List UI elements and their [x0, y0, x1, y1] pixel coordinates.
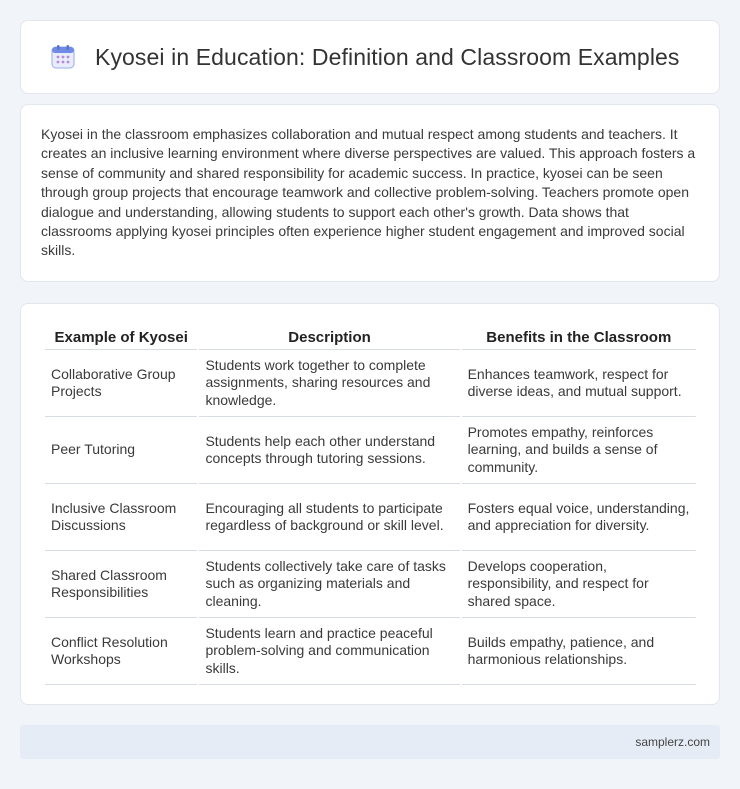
description-cell: Students work together to complete assignments, sharing resources and knowledge.: [199, 350, 459, 417]
example-cell: Peer Tutoring: [45, 417, 197, 484]
description-cell: Students learn and practice peaceful problem-solving and communication skills.: [199, 618, 459, 685]
table-row: [45, 417, 696, 484]
header-card: [20, 20, 720, 94]
description-cell: Encouraging all students to participate regardless of background or skill level.: [199, 484, 459, 551]
table-header-row: [45, 324, 696, 350]
example-cell: Inclusive Classroom Discussions: [45, 484, 197, 551]
table-row: [45, 618, 696, 685]
description-cell: Students help each other understand concepts through tutoring sessions.: [199, 417, 459, 484]
example-cell: Shared Classroom Responsibilities: [45, 551, 197, 618]
table-row: [45, 484, 696, 551]
benefits-cell: Develops cooperation, responsibility, and respect for shared space.: [462, 551, 696, 618]
site-link[interactable]: samplerz.com: [635, 735, 710, 749]
benefits-cell: Fosters equal voice, understanding, and appreciation for diversity.: [462, 484, 696, 551]
example-cell: Collaborative Group Projects: [45, 350, 197, 417]
table-row: [45, 350, 696, 417]
description-cell: Students collectively take care of tasks such as organizing materials and cleaning.: [199, 551, 459, 618]
header-benefits: Benefits in the Classroom: [462, 324, 696, 350]
header-description: Description: [199, 324, 459, 350]
example-cell: Conflict Resolution Workshops: [45, 618, 197, 685]
examples-table: [43, 324, 698, 685]
benefits-cell: Promotes empathy, reinforces learning, and builds a sense of community.: [462, 417, 696, 484]
table-card: [20, 303, 720, 705]
benefits-cell: Builds empathy, patience, and harmonious relationships.: [462, 618, 696, 685]
calendar-icon: [49, 43, 77, 71]
header-example: Example of Kyosei: [45, 324, 197, 350]
page-title: Kyosei in Education: Definition and Classroom Examples: [95, 43, 680, 70]
footer: [20, 725, 720, 759]
benefits-cell: Enhances teamwork, respect for diverse ideas, and mutual support.: [462, 350, 696, 417]
table-row: [45, 551, 696, 618]
intro-paragraph: Kyosei in the classroom emphasizes collaboration and mutual respect among students and teachers. It creates an inclusive learning environment where diverse perspectives are valued. This approach fosters a sense of community and shared responsibility for academic success. In practice, kyosei can be seen through group projects that encourage teamwork and collective problem-solving. Teachers promote open dialogue and understanding, allowing students to support each other's growth. Data shows that classrooms applying kyosei principles often experience higher student engagement and improved social skills.: [41, 126, 696, 259]
intro-card: [20, 104, 720, 282]
